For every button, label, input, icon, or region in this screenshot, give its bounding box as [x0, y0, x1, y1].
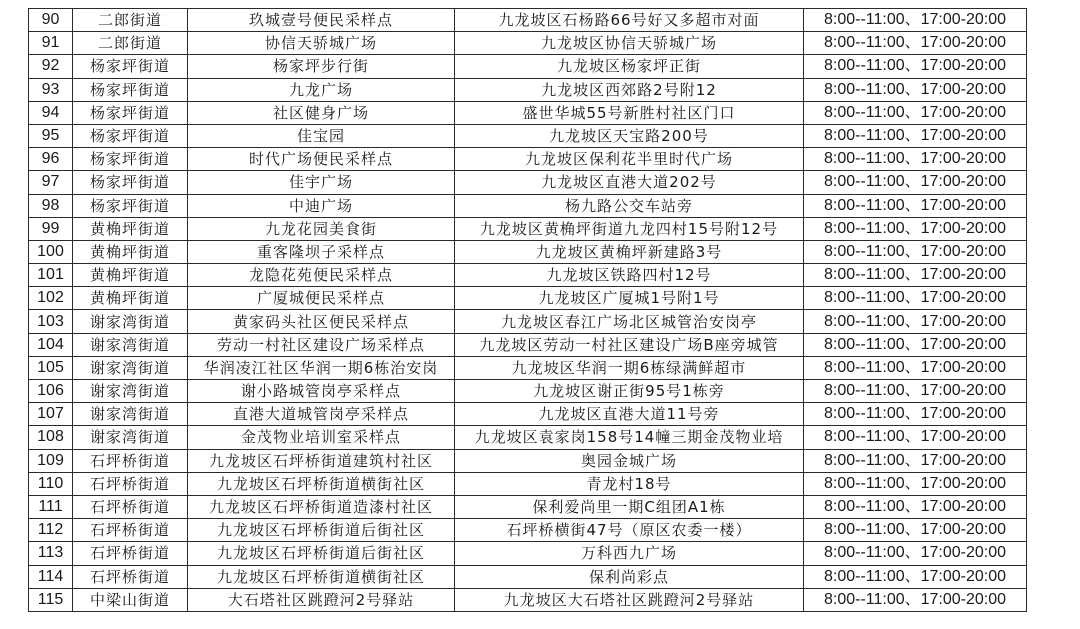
- site-name-cell: 九龙广场: [188, 78, 455, 101]
- sampling-sites-table: [28, 8, 1027, 612]
- street-cell: 石坪桥街道: [73, 472, 188, 495]
- street-cell: 石坪桥街道: [73, 519, 188, 542]
- street-cell: 谢家湾街道: [73, 333, 188, 356]
- street-cell: 黄桷坪街道: [73, 264, 188, 287]
- row-number-cell: 95: [29, 124, 73, 147]
- site-name-cell: 协信天骄城广场: [188, 32, 455, 55]
- address-cell: 九龙坡区直港大道11号旁: [455, 403, 804, 426]
- site-name-cell: 九龙坡区石坪桥街道横街社区: [188, 565, 455, 588]
- site-name-cell: 九龙坡区石坪桥街道后街社区: [188, 519, 455, 542]
- street-cell: 杨家坪街道: [73, 101, 188, 124]
- row-number-cell: 108: [29, 426, 73, 449]
- table-row: [29, 171, 1027, 194]
- site-name-cell: 杨家坪步行街: [188, 55, 455, 78]
- row-number-cell: 91: [29, 32, 73, 55]
- address-cell: 保利爱尚里一期C组团A1栋: [455, 495, 804, 518]
- address-cell: 九龙坡区劳动一村社区建设广场B座旁城管: [455, 333, 804, 356]
- table-row: [29, 356, 1027, 379]
- table-row: [29, 194, 1027, 217]
- hours-cell: 8:00--11:00、17:00-20:00: [804, 194, 1027, 217]
- street-cell: 石坪桥街道: [73, 565, 188, 588]
- row-number-cell: 107: [29, 403, 73, 426]
- hours-cell: 8:00--11:00、17:00-20:00: [804, 148, 1027, 171]
- sampling-sites-table-container: [28, 8, 1026, 612]
- street-cell: 谢家湾街道: [73, 403, 188, 426]
- row-number-cell: 115: [29, 588, 73, 611]
- site-name-cell: 劳动一村社区建设广场采样点: [188, 333, 455, 356]
- street-cell: 谢家湾街道: [73, 310, 188, 333]
- hours-cell: 8:00--11:00、17:00-20:00: [804, 403, 1027, 426]
- street-cell: 石坪桥街道: [73, 542, 188, 565]
- street-cell: 二郎街道: [73, 9, 188, 32]
- hours-cell: 8:00--11:00、17:00-20:00: [804, 519, 1027, 542]
- hours-cell: 8:00--11:00、17:00-20:00: [804, 495, 1027, 518]
- table-row: [29, 78, 1027, 101]
- table-row: [29, 124, 1027, 147]
- site-name-cell: 玖城壹号便民采样点: [188, 9, 455, 32]
- hours-cell: 8:00--11:00、17:00-20:00: [804, 333, 1027, 356]
- table-row: [29, 310, 1027, 333]
- hours-cell: 8:00--11:00、17:00-20:00: [804, 217, 1027, 240]
- address-cell: 奥园金城广场: [455, 449, 804, 472]
- site-name-cell: 华润凌江社区华润一期6栋治安岗: [188, 356, 455, 379]
- street-cell: 二郎街道: [73, 32, 188, 55]
- table-row: [29, 565, 1027, 588]
- address-cell: 盛世华城55号新胜村社区门口: [455, 101, 804, 124]
- row-number-cell: 105: [29, 356, 73, 379]
- street-cell: 杨家坪街道: [73, 171, 188, 194]
- hours-cell: 8:00--11:00、17:00-20:00: [804, 9, 1027, 32]
- address-cell: 青龙村18号: [455, 472, 804, 495]
- address-cell: 九龙坡区华润一期6栋绿满鲜超市: [455, 356, 804, 379]
- row-number-cell: 111: [29, 495, 73, 518]
- row-number-cell: 114: [29, 565, 73, 588]
- site-name-cell: 佳宝园: [188, 124, 455, 147]
- row-number-cell: 96: [29, 148, 73, 171]
- address-cell: 石坪桥横街47号（原区农委一楼）: [455, 519, 804, 542]
- table-row: [29, 32, 1027, 55]
- address-cell: 九龙坡区西郊路2号附12: [455, 78, 804, 101]
- street-cell: 谢家湾街道: [73, 380, 188, 403]
- site-name-cell: 九龙坡区石坪桥街道建筑村社区: [188, 449, 455, 472]
- table-row: [29, 240, 1027, 263]
- row-number-cell: 98: [29, 194, 73, 217]
- address-cell: 九龙坡区铁路四村12号: [455, 264, 804, 287]
- hours-cell: 8:00--11:00、17:00-20:00: [804, 472, 1027, 495]
- row-number-cell: 99: [29, 217, 73, 240]
- address-cell: 九龙坡区杨家坪正街: [455, 55, 804, 78]
- hours-cell: 8:00--11:00、17:00-20:00: [804, 78, 1027, 101]
- address-cell: 九龙坡区直港大道202号: [455, 171, 804, 194]
- street-cell: 谢家湾街道: [73, 426, 188, 449]
- site-name-cell: 直港大道城管岗亭采样点: [188, 403, 455, 426]
- table-row: [29, 217, 1027, 240]
- site-name-cell: 九龙坡区石坪桥街道横街社区: [188, 472, 455, 495]
- table-body: [29, 9, 1027, 612]
- street-cell: 杨家坪街道: [73, 148, 188, 171]
- street-cell: 杨家坪街道: [73, 55, 188, 78]
- table-row: [29, 403, 1027, 426]
- hours-cell: 8:00--11:00、17:00-20:00: [804, 449, 1027, 472]
- address-cell: 保利尚彩点: [455, 565, 804, 588]
- hours-cell: 8:00--11:00、17:00-20:00: [804, 426, 1027, 449]
- row-number-cell: 110: [29, 472, 73, 495]
- table-row: [29, 55, 1027, 78]
- site-name-cell: 大石塔社区跳蹬河2号驿站: [188, 588, 455, 611]
- table-row: [29, 495, 1027, 518]
- hours-cell: 8:00--11:00、17:00-20:00: [804, 380, 1027, 403]
- table-row: [29, 333, 1027, 356]
- street-cell: 黄桷坪街道: [73, 217, 188, 240]
- row-number-cell: 90: [29, 9, 73, 32]
- address-cell: 九龙坡区黄桷坪新建路3号: [455, 240, 804, 263]
- street-cell: 黄桷坪街道: [73, 240, 188, 263]
- table-row: [29, 588, 1027, 611]
- table-row: [29, 472, 1027, 495]
- row-number-cell: 93: [29, 78, 73, 101]
- site-name-cell: 黄家码头社区便民采样点: [188, 310, 455, 333]
- row-number-cell: 104: [29, 333, 73, 356]
- site-name-cell: 中迪广场: [188, 194, 455, 217]
- address-cell: 杨九路公交车站旁: [455, 194, 804, 217]
- site-name-cell: 金茂物业培训室采样点: [188, 426, 455, 449]
- hours-cell: 8:00--11:00、17:00-20:00: [804, 171, 1027, 194]
- address-cell: 九龙坡区黄桷坪街道九龙四村15号附12号: [455, 217, 804, 240]
- address-cell: 九龙坡区协信天骄城广场: [455, 32, 804, 55]
- hours-cell: 8:00--11:00、17:00-20:00: [804, 101, 1027, 124]
- address-cell: 九龙坡区天宝路200号: [455, 124, 804, 147]
- row-number-cell: 109: [29, 449, 73, 472]
- row-number-cell: 97: [29, 171, 73, 194]
- row-number-cell: 112: [29, 519, 73, 542]
- table-row: [29, 426, 1027, 449]
- street-cell: 中梁山街道: [73, 588, 188, 611]
- address-cell: 九龙坡区春江广场北区城管治安岗亭: [455, 310, 804, 333]
- hours-cell: 8:00--11:00、17:00-20:00: [804, 32, 1027, 55]
- address-cell: 九龙坡区广厦城1号附1号: [455, 287, 804, 310]
- hours-cell: 8:00--11:00、17:00-20:00: [804, 124, 1027, 147]
- street-cell: 杨家坪街道: [73, 194, 188, 217]
- site-name-cell: 广厦城便民采样点: [188, 287, 455, 310]
- hours-cell: 8:00--11:00、17:00-20:00: [804, 542, 1027, 565]
- row-number-cell: 94: [29, 101, 73, 124]
- street-cell: 黄桷坪街道: [73, 287, 188, 310]
- row-number-cell: 92: [29, 55, 73, 78]
- row-number-cell: 103: [29, 310, 73, 333]
- hours-cell: 8:00--11:00、17:00-20:00: [804, 565, 1027, 588]
- row-number-cell: 100: [29, 240, 73, 263]
- table-row: [29, 101, 1027, 124]
- site-name-cell: 佳宇广场: [188, 171, 455, 194]
- table-row: [29, 9, 1027, 32]
- table-row: [29, 380, 1027, 403]
- street-cell: 杨家坪街道: [73, 124, 188, 147]
- hours-cell: 8:00--11:00、17:00-20:00: [804, 356, 1027, 379]
- street-cell: 石坪桥街道: [73, 495, 188, 518]
- street-cell: 谢家湾街道: [73, 356, 188, 379]
- site-name-cell: 时代广场便民采样点: [188, 148, 455, 171]
- site-name-cell: 九龙坡区石坪桥街道造漆村社区: [188, 495, 455, 518]
- row-number-cell: 106: [29, 380, 73, 403]
- site-name-cell: 九龙花园美食街: [188, 217, 455, 240]
- hours-cell: 8:00--11:00、17:00-20:00: [804, 240, 1027, 263]
- table-row: [29, 542, 1027, 565]
- address-cell: 九龙坡区石杨路66号好又多超市对面: [455, 9, 804, 32]
- hours-cell: 8:00--11:00、17:00-20:00: [804, 264, 1027, 287]
- table-row: [29, 287, 1027, 310]
- table-row: [29, 449, 1027, 472]
- address-cell: 九龙坡区袁家岗158号14幢三期金茂物业培: [455, 426, 804, 449]
- table-row: [29, 148, 1027, 171]
- address-cell: 九龙坡区保利花半里时代广场: [455, 148, 804, 171]
- address-cell: 九龙坡区谢正街95号1栋旁: [455, 380, 804, 403]
- site-name-cell: 社区健身广场: [188, 101, 455, 124]
- site-name-cell: 龙隐花苑便民采样点: [188, 264, 455, 287]
- hours-cell: 8:00--11:00、17:00-20:00: [804, 588, 1027, 611]
- hours-cell: 8:00--11:00、17:00-20:00: [804, 55, 1027, 78]
- hours-cell: 8:00--11:00、17:00-20:00: [804, 287, 1027, 310]
- address-cell: 万科西九广场: [455, 542, 804, 565]
- street-cell: 石坪桥街道: [73, 449, 188, 472]
- address-cell: 九龙坡区大石塔社区跳蹬河2号驿站: [455, 588, 804, 611]
- hours-cell: 8:00--11:00、17:00-20:00: [804, 310, 1027, 333]
- table-row: [29, 264, 1027, 287]
- row-number-cell: 102: [29, 287, 73, 310]
- table-row: [29, 519, 1027, 542]
- site-name-cell: 重客隆坝子采样点: [188, 240, 455, 263]
- row-number-cell: 101: [29, 264, 73, 287]
- row-number-cell: 113: [29, 542, 73, 565]
- street-cell: 杨家坪街道: [73, 78, 188, 101]
- site-name-cell: 九龙坡区石坪桥街道后街社区: [188, 542, 455, 565]
- site-name-cell: 谢小路城管岗亭采样点: [188, 380, 455, 403]
